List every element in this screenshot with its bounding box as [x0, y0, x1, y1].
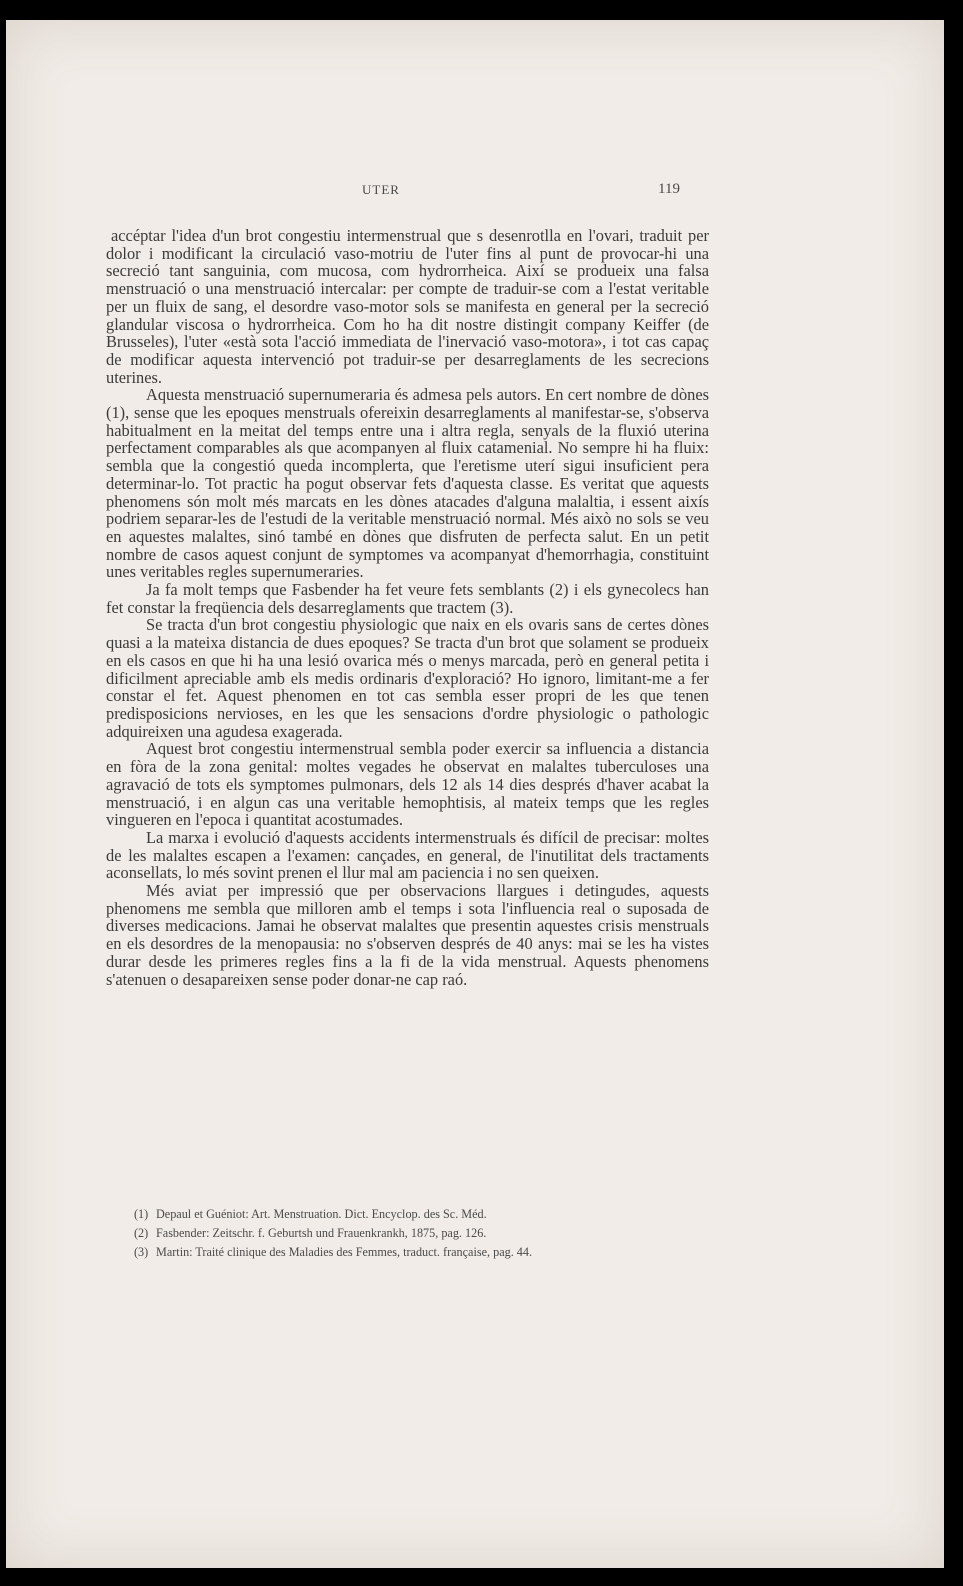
footnote: [134, 1205, 714, 1224]
book-page: [6, 20, 944, 1568]
footnote-number: (2): [134, 1226, 149, 1240]
footnote-text: Martin: Traité clinique des Maladies des Femmes, traduct. française, pag. 44.: [156, 1245, 533, 1259]
paragraph: Aquest brot congestiu intermenstrual sembla poder exercir sa influencia a distancia en fòra de la zona genital: moltes vegades he observat en malaltes tuberculoses una agravació de tots els symptomes pulmonars, dels 12 als 14 dies després d'haver acabat la menstruació, i en algun cas una veritable hemophtisis, al mateix temps que les regles vingueren en l'epoca i quantitat acostumades.: [106, 739, 709, 830]
footnote: [134, 1224, 714, 1243]
running-head: UTER: [362, 182, 400, 197]
scan-edge: [944, 20, 963, 1568]
body-text: [106, 227, 709, 988]
page-header: [6, 176, 944, 206]
paragraph: Ja fa molt temps que Fasbender ha fet veure fets semblants (2) i els gynecolecs han fet constar la freqüencia dels desarreglaments que tractem (3).: [106, 580, 709, 617]
paragraph: accéptar l'idea d'un brot congestiu intermenstrual que s desenrotlla en l'ovari, traduit per dolor i modificant la circulació vaso-motriu de l'uter fins al punt de provocar-hi una secreció tant sanguinia, com mucosa, com hydrorrheica. Així se produeix una falsa menstruació o una menstruació intercalar: per compte de traduir-se com a l'estat veritable per un fluix de sang, el desordre vaso-motor sols se manifesta en general per la secreció glandular viscosa o hydrorrheica. Com ho ha dit nostre distingit company Keiffer (de Brusseles), l'uter «està sota l'acció immediata de l'inervació vaso-motora», i tot cas capaç de modificar aquesta intervenció pot traduir-se per desarreglaments de les secrecions uterines.: [106, 226, 709, 387]
paragraph: Més aviat per impressió que per observacions llargues i detingudes, aquests phenomens me sembla que milloren amb el temps i sota l'influencia real o suposada de diverses medicacions. Jamai he observat malaltes que presentin aquestes crisis menstruals en els desordres de la menopausia: no s'observen després de 40 anys: mai se les ha vistes durar desde les primeres regles fins a la fi de la vida menstrual. Aquests phenomens s'atenuen o desapareixen sense poder donar-ne cap raó.: [106, 881, 709, 989]
footnote: [134, 1243, 714, 1262]
paragraph: Aquesta menstruació supernumeraria és admesa pels autors. En cert nombre de dònes (1), sense que les epoques menstruals ofereixin desarreglaments al manifestar-se, s'observa habitualment en la meitat del temps entre una i altra regla, senyals de la fluxió uterina perfectament comparables als que acompanyen al fluix catamenial. No sempre hi ha fluix: sembla que la congestió queda incomplerta, que l'eretisme uterí sigui insuficient pera determinar-lo. Tot practic ha pogut observar fets d'aquesta classe. Es veritat que aquests phenomens són molt més marcats en les dònes atacades d'alguna malaltia, i essent aixís podriem separar-les de l'estudi de la veritable menstruació normal. Més això no sols se veu en aquestes malaltes, sinó també en dònes que disfruten de perfecta salut. En un petit nombre de casos aquest conjunt de symptomes va acompanyat d'hemorrhagia, constituint unes veritables regles supernumeraries.: [106, 385, 709, 582]
page-number: 119: [658, 181, 680, 197]
paragraph: Se tracta d'un brot congestiu physiologic que naix en els ovaris sans de certes dònes quasi a la mateixa distancia de dues epoques? Se tracta d'un brot que solament se produeix en els casos en que hi ha una lesió ovarica més o menys marcada, però en general petita i dificilment apreciable amb els medis ordinaris d'exploració? Ho ignoro, limitant-me a fer constar el fet. Aquest phenomen en tot cas sembla esser propri de les que tenen predisposicions nervioses, en les que les sensacions d'ordre physiologic o pathologic adquireixen una agudesa exagerada.: [106, 615, 709, 741]
footnote-text: Fasbender: Zeitschr. f. Geburtsh und Frauenkrankh, 1875, pag. 126.: [156, 1226, 487, 1240]
footnotes: [134, 1205, 714, 1262]
footnote-number: (3): [134, 1245, 149, 1259]
paragraph: La marxa i evolució d'aquests accidents intermenstruals és difícil de precisar: moltes de les malaltes escapen a l'examen: cançades, en general, de l'inutilitat dels tractaments aconsellats, lo més sovint prenen el llur mal am paciencia i no sen queixen.: [106, 827, 709, 883]
footnote-number: (1): [134, 1207, 149, 1221]
footnote-text: Depaul et Guéniot: Art. Menstruation. Dict. Encyclop. des Sc. Méd.: [156, 1207, 487, 1221]
